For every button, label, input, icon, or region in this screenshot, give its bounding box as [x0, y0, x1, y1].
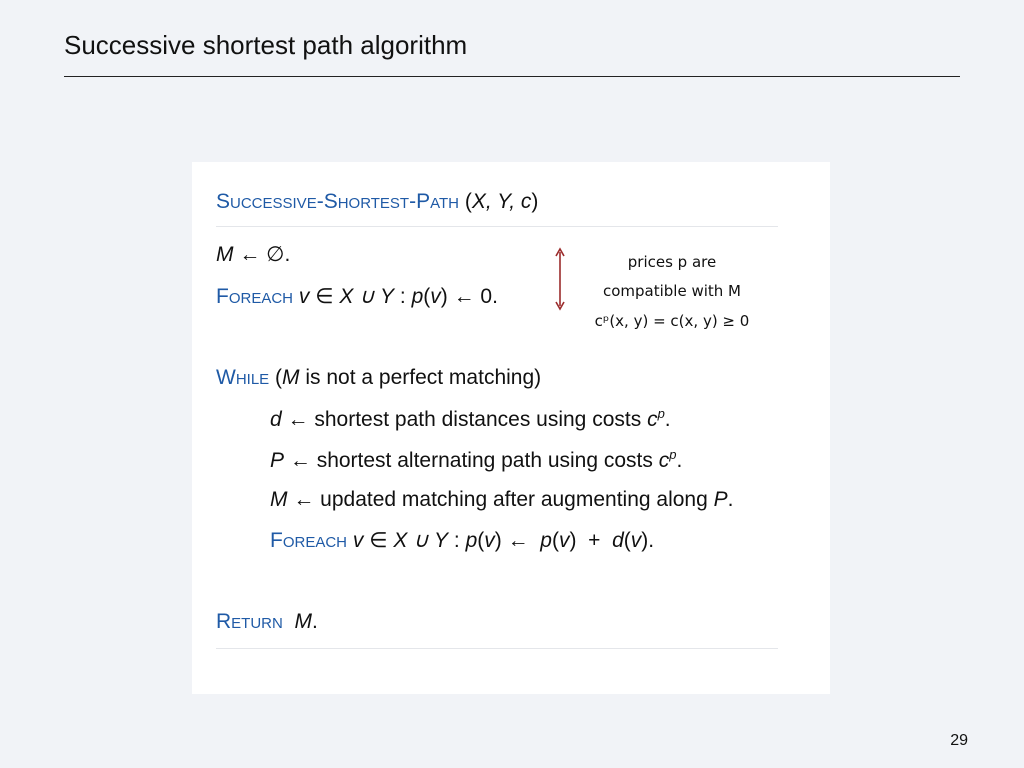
while-condition: is not a perfect matching) — [305, 366, 542, 389]
price-symbol: p — [540, 529, 552, 552]
return-value: M — [294, 610, 313, 633]
foreach-keyword: Foreach — [216, 285, 294, 308]
annotation-line-2: compatible with M — [602, 282, 742, 300]
matching-var: M — [216, 243, 234, 266]
annotation-line-1: prices p are — [627, 253, 717, 271]
colon: : — [453, 529, 460, 552]
price-symbol: p — [465, 529, 478, 552]
path-var: P — [270, 449, 285, 472]
open-paren: ( — [275, 366, 283, 389]
algorithm-params: X, Y, c — [471, 190, 532, 213]
period: . — [648, 529, 655, 552]
element-of-symbol: ∈ — [369, 529, 388, 552]
footer-divider — [216, 648, 778, 649]
distances-line — [270, 407, 671, 430]
period: . — [727, 488, 734, 511]
while-line — [216, 367, 541, 388]
augment-text: ← updated matching after augmenting along — [293, 488, 708, 511]
distance-var: d — [270, 408, 282, 431]
cost-superscript: p — [657, 406, 665, 421]
open-paren: ( — [551, 529, 559, 552]
plus-sign: + — [588, 529, 601, 552]
page-number: 29 — [950, 732, 968, 749]
title-divider — [64, 76, 960, 77]
open-paren: ( — [623, 529, 631, 552]
foreach-set: X ∪ Y — [393, 529, 449, 552]
foreach-keyword: Foreach — [270, 529, 348, 552]
period: . — [312, 610, 318, 633]
price-arg: v — [430, 285, 441, 308]
price-arg: v — [558, 529, 570, 552]
init-prices-line — [216, 286, 498, 307]
period: . — [664, 408, 671, 431]
close-paren: ) — [440, 285, 448, 308]
open-paren: ( — [423, 285, 431, 308]
element-of-symbol: ∈ — [315, 285, 334, 308]
init-matching-line — [216, 244, 290, 265]
close-paren: ) — [641, 529, 649, 552]
foreach-var: v — [298, 285, 310, 308]
algorithm-box — [192, 162, 830, 694]
augment-line — [270, 489, 734, 510]
cost-symbol: c — [658, 449, 670, 472]
colon: : — [399, 285, 406, 308]
distances-text: ← shortest path distances using costs — [287, 408, 642, 431]
while-var: M — [282, 366, 300, 389]
while-keyword: While — [216, 366, 270, 389]
algorithm-name: Successive-Shortest-Path — [216, 190, 459, 213]
alternating-path-line — [270, 448, 682, 471]
close-paren: ) — [531, 190, 539, 213]
return-line — [216, 611, 318, 632]
open-paren: ( — [477, 529, 485, 552]
distance-symbol: d — [612, 529, 624, 552]
matching-var: M — [270, 488, 288, 511]
open-paren: ( — [464, 190, 472, 213]
cost-superscript: p — [669, 447, 677, 462]
price-arg: v — [484, 529, 495, 552]
return-keyword: Return — [216, 610, 283, 633]
close-paren: ) — [494, 529, 502, 552]
alternating-path-text: ← shortest alternating path using costs — [289, 449, 653, 472]
path-var: P — [713, 488, 728, 511]
init-matching-value: ← ∅. — [239, 243, 291, 266]
period: . — [676, 449, 683, 472]
price-symbol: p — [411, 285, 424, 308]
foreach-set: X ∪ Y — [339, 285, 395, 308]
price-update-line — [270, 530, 654, 551]
slide-title: Successive shortest path algorithm — [64, 30, 468, 60]
foreach-var: v — [352, 529, 364, 552]
cost-symbol: c — [647, 408, 658, 431]
algorithm-header — [216, 191, 538, 212]
update-arrow: ← — [507, 529, 529, 552]
annotation-line-3: cᵖ(x, y) = c(x, y) ≥ 0 — [594, 312, 750, 330]
init-price-value: ← 0. — [453, 285, 498, 308]
close-paren: ) — [569, 529, 577, 552]
distance-arg: v — [630, 529, 642, 552]
header-divider — [216, 226, 778, 227]
